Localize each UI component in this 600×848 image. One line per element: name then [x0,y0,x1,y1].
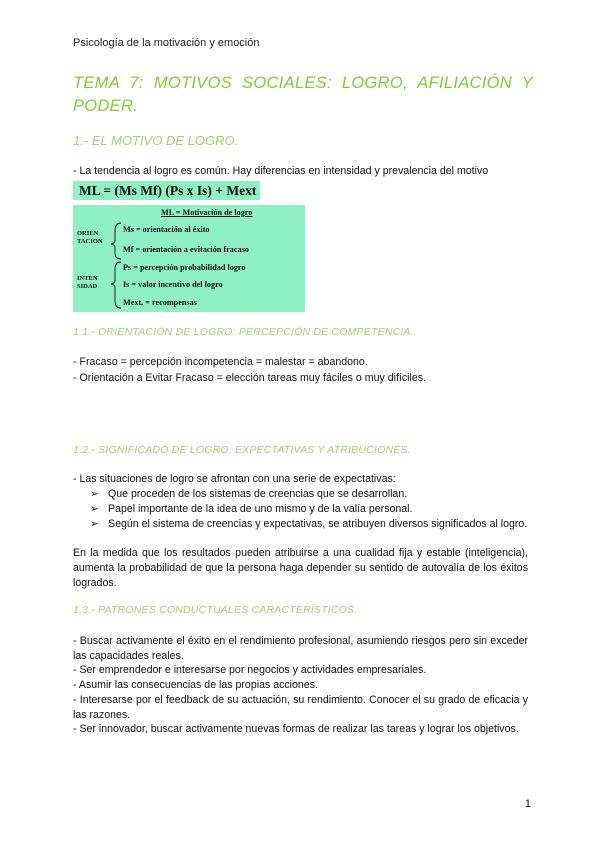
motivation-diagram [73,205,305,312]
expectations-list [90,487,530,532]
section-1-3-line: - Ser emprendedor e interesarse por negocios y actividades empresariales. [73,664,427,676]
list-item: ➢ Según el sistema de creencias y expectativas, se atribuyen diversos significados al logro. [90,518,528,530]
section-1-1-heading: 1.1.- ORIENTACIÓN DE LOGRO: PERCEPCIÓN DE COMPETENCIA. [73,326,414,338]
diagram-label-orientacion: ORIEN TACION [77,230,103,245]
document-title: TEMA 7: MOTIVOS SOCIALES: LOGRO, AFILIACIÓN Y PODER. [73,74,533,115]
diagram-row: Ms = orientación al éxito [123,225,210,234]
diagram-row: Ps = percepción probabilidad logro [123,263,246,272]
section-1-2-paragraph: En la medida que los resultados pueden atribuirse a una cualidad fija y estable (inteligencia), aumenta la probabilidad de que la persona haga depender su sentido de autovalía de los éxitos logrados. [73,547,528,589]
section-1-3-line: - Asumir las consecuencias de las propias acciones. [73,679,318,691]
arrow-bullet-icon: ➢ [90,488,99,500]
running-header: Psicología de la motivación y emoción [73,37,260,49]
page-number: 1 [524,798,531,810]
section-1-heading: 1.- EL MOTIVO DE LOGRO. [73,133,239,148]
list-item: ➢ Que proceden de los sistemas de creencias que se desarrollan. [90,488,408,500]
section-1-3-line: - Interesarse por el feedback de su actuación, su rendimiento. Conocer el su grado de eficacia y las razones. [73,694,528,721]
section-1-3-heading: 1.3.- PATRONES CONDUCTUALES CARACTERÍSTICOS. [73,604,358,616]
diagram-row: Is = valor incentivo del logro [123,280,223,289]
section-1-3-line: - Ser innovador, buscar activamente nuevas formas de realizar las tareas y lograr los objetivos. [73,723,519,735]
arrow-bullet-icon: ➢ [90,518,99,530]
diagram-row: Mext. = recompensas [123,298,197,307]
list-item: ➢ Papel importante de la idea de uno mismo y de la valía personal. [90,503,413,515]
diagram-label-intensidad: INTEN SIDAD [77,275,98,290]
diagram-row: Mf = orientación a evitación fracaso [123,245,249,254]
section-1-1-line: - Orientación a Evitar Fracaso = elección tareas muy fáciles o muy difíciles. [73,372,426,384]
section-1-2-intro: - Las situaciones de logro se afrontan con una serie de expectativas: [73,473,396,485]
formula-box: ML = (Ms Mf) (Ps x Is) + Mext [73,181,260,200]
section-1-3-line: - Buscar activamente el éxito en el rendimiento profesional, asumiendo riesgos pero sin exceder las capacidades reales. [73,635,528,662]
section-1-1-line: - Fracaso = percepción incompetencia = malestar = abandono. [73,356,368,368]
section-1-intro: - La tendencia al logro es común. Hay diferencias en intensidad y prevalencia del motivo [73,165,489,177]
arrow-bullet-icon: ➢ [90,503,99,515]
section-1-2-heading: 1.2.- SIGNIFICADO DE LOGRO: EXPECTATIVAS Y ATRIBUCIONES. [73,444,411,456]
diagram-header: ML = Motivación de logro [161,208,253,217]
diagram-brackets [73,205,305,312]
